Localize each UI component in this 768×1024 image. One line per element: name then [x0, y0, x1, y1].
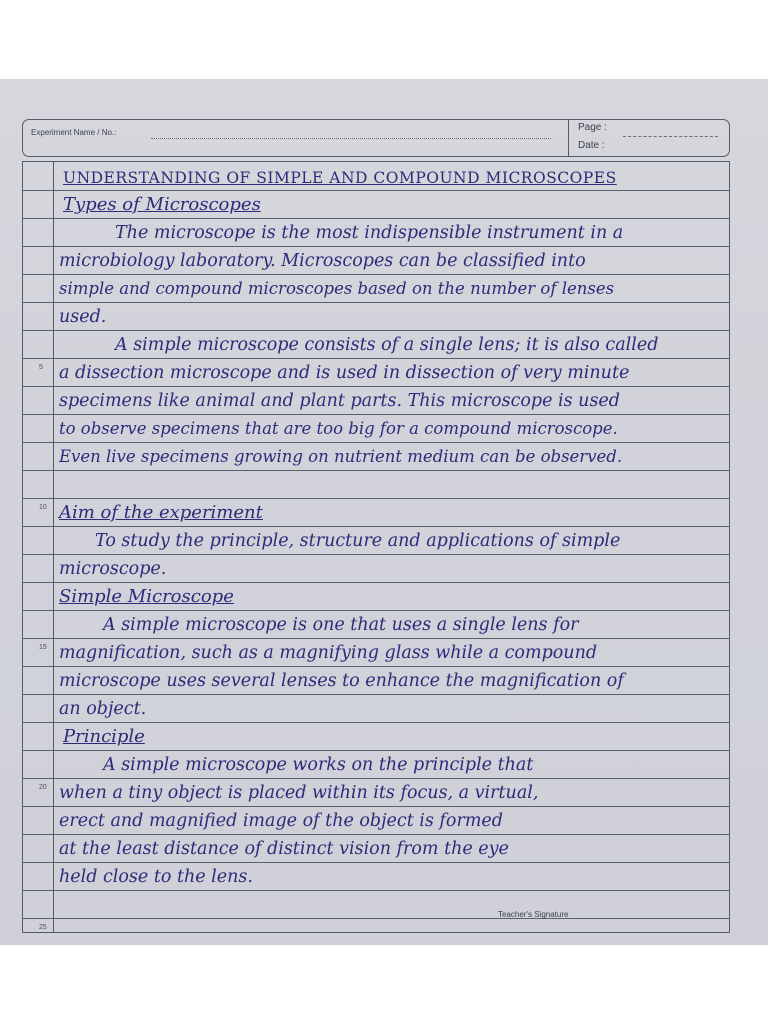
ruled-line: [23, 806, 729, 807]
line-number-15: 15: [39, 644, 47, 651]
ruled-line: [23, 498, 729, 499]
text-line: held close to the lens.: [59, 867, 253, 887]
ruled-line: [23, 834, 729, 835]
ruled-line: [23, 302, 729, 303]
ruled-line: [23, 582, 729, 583]
line-number-25: 25: [39, 924, 47, 931]
ruled-line: [23, 358, 729, 359]
header-divider: [568, 120, 569, 156]
text-line: at the least distance of distinct vision from the eye: [59, 839, 509, 859]
heading-principle: Principle: [63, 726, 145, 747]
text-line: microscope.: [59, 559, 167, 579]
line-number-20: 20: [39, 784, 47, 791]
ruled-line: [23, 638, 729, 639]
text-line: A simple microscope is one that uses a single lens for: [103, 615, 579, 635]
text-line: microbiology laboratory. Microscopes can be classified into: [59, 251, 586, 271]
line-number-10: 10: [39, 504, 47, 511]
text-line: a dissection microscope and is used in dissection of very minute: [59, 363, 630, 383]
text-line: To study the principle, structure and applications of simple: [95, 531, 621, 551]
text-line: A simple microscope consists of a single lens; it is also called: [115, 335, 659, 355]
text-line: magnification, such as a magnifying glass while a compound: [59, 643, 598, 663]
experiment-name-line: [151, 138, 551, 139]
text-line: to observe specimens that are too big for a compound microscope.: [59, 419, 618, 438]
ruled-line: [23, 414, 729, 415]
ruled-line: [23, 526, 729, 527]
ruled-line: [23, 722, 729, 723]
heading-aim: Aim of the experiment: [59, 502, 263, 523]
ruled-line: [23, 778, 729, 779]
teachers-signature-label: Teacher's Signature: [498, 910, 569, 919]
heading-types-of-microscopes: Types of Microscopes: [63, 194, 261, 215]
header-box: [22, 119, 730, 157]
ruled-line: [23, 190, 729, 191]
ruled-sheet: [22, 161, 730, 933]
ruled-line: [23, 330, 729, 331]
margin-line: [53, 162, 54, 932]
ruled-line: [23, 274, 729, 275]
text-line: when a tiny object is placed within its focus, a virtual,: [59, 783, 539, 803]
document-title: UNDERSTANDING OF SIMPLE AND COMPOUND MICROSCOPES: [63, 169, 617, 187]
text-line: an object.: [59, 699, 147, 719]
ruled-line: [23, 918, 729, 919]
text-line: specimens like animal and plant parts. This microscope is used: [59, 391, 620, 411]
experiment-name-label: Experiment Name / No.:: [31, 128, 117, 137]
ruled-line: [23, 862, 729, 863]
text-line: used.: [59, 307, 107, 327]
text-line: microscope uses several lenses to enhance the magnification of: [59, 671, 624, 691]
ruled-line: [23, 610, 729, 611]
ruled-line: [23, 750, 729, 751]
ruled-line: [23, 246, 729, 247]
text-line: The microscope is the most indispensible instrument in a: [115, 223, 624, 243]
ruled-line: [23, 554, 729, 555]
ruled-line: [23, 470, 729, 471]
date-label: Date :: [578, 140, 605, 151]
ruled-line: [23, 218, 729, 219]
ruled-line: [23, 442, 729, 443]
text-line: Even live specimens growing on nutrient medium can be observed.: [59, 447, 623, 466]
ruled-line: [23, 890, 729, 891]
line-number-5: 5: [39, 364, 43, 371]
text-line: simple and compound microscopes based on the number of lenses: [59, 279, 615, 298]
page-line: [623, 136, 718, 137]
text-line: A simple microscope works on the principle that: [103, 755, 534, 775]
heading-simple-microscope: Simple Microscope: [59, 586, 234, 607]
ruled-line: [23, 666, 729, 667]
notebook-photo: [0, 79, 768, 945]
ruled-line: [23, 694, 729, 695]
text-line: erect and magnified image of the object is formed: [59, 811, 503, 831]
page-label: Page :: [578, 122, 607, 133]
ruled-line: [23, 386, 729, 387]
